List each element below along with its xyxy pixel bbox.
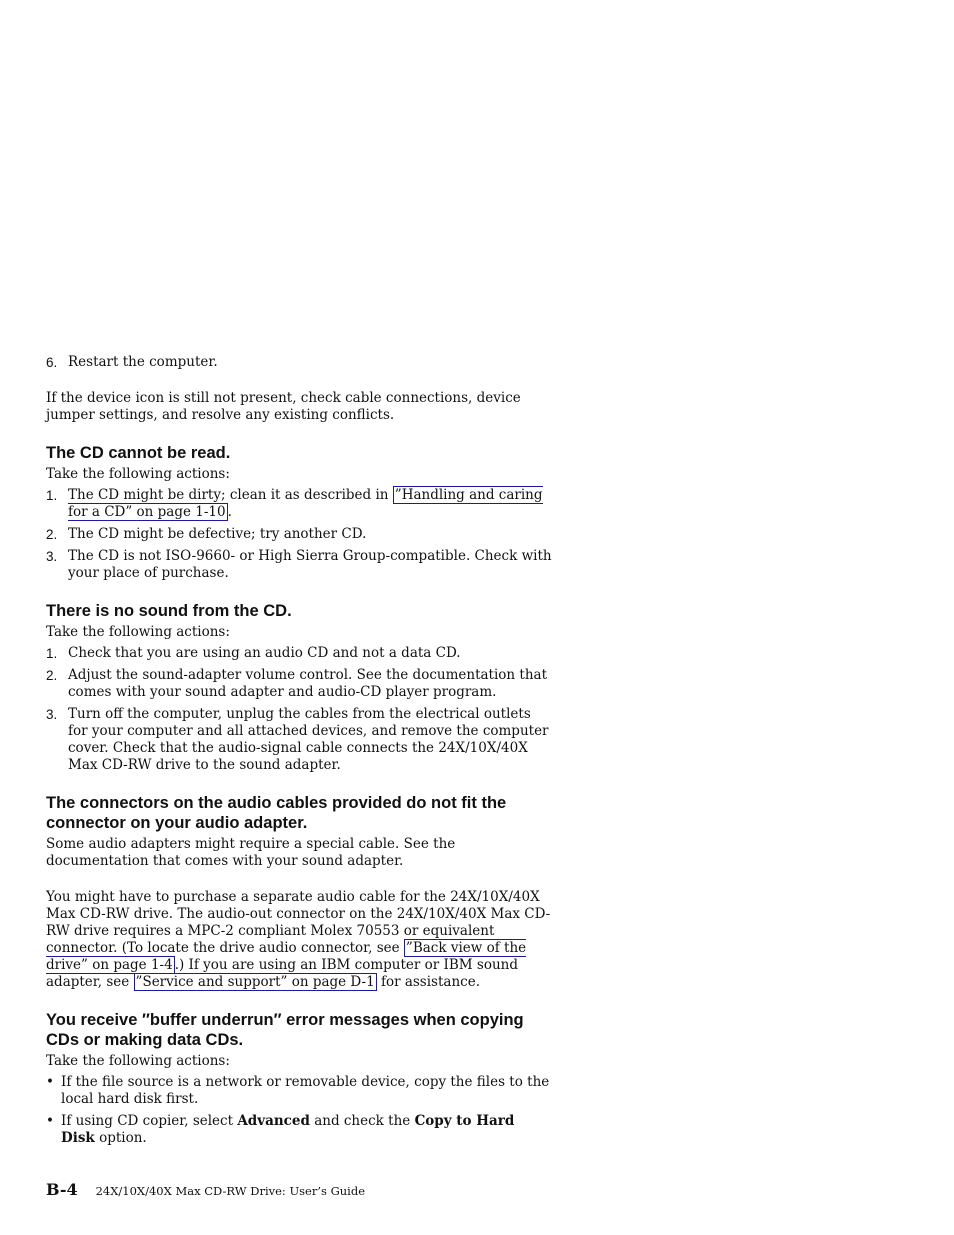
list-number: 3. [46, 549, 58, 564]
list-item-text: The CD might be defective; try another CD. [68, 526, 367, 542]
list-item [46, 1074, 552, 1108]
list-item-text: Adjust the sound-adapter volume control. See the documentation that comes with your sound adapter and audio-CD player program. [68, 667, 547, 700]
list-item-text: Check that you are using an audio CD and not a data CD. [68, 645, 461, 661]
list-number: 1. [46, 488, 58, 503]
step-list [46, 354, 552, 371]
list-item-text: Restart the computer. [68, 354, 218, 370]
section-lead: Take the following actions: [46, 466, 230, 482]
list-item [46, 526, 552, 543]
bullet-list [46, 1074, 552, 1147]
list-item [46, 1113, 552, 1147]
paragraph-text: for assistance. [376, 974, 480, 990]
section-heading-buffer-underrun: You receive ″buffer underrun″ error messages when copying CDs or making data CDs. [46, 1011, 524, 1049]
section-heading-cd-read: The CD cannot be read. [46, 444, 231, 462]
paragraph: Some audio adapters might require a special cable. See the documentation that comes with your sound adapter. [46, 836, 456, 869]
list-item-text: and check the [309, 1113, 415, 1129]
list-item-text: The CD is not ISO-9660- or High Sierra Group-compatible. Check with your place of purchase. [68, 548, 552, 581]
running-title: 24X/10X/40X Max CD-RW Drive: User’s Guide [95, 1184, 366, 1198]
section-heading-no-sound: There is no sound from the CD. [46, 602, 292, 620]
list-item-text: If the file source is a network or removable device, copy the files to the local hard disk first. [61, 1074, 550, 1107]
list-item [46, 548, 552, 582]
list-item [46, 354, 552, 371]
paragraph [46, 889, 552, 991]
ui-term-copy-to-hard-disk: Copy to Hard Disk [61, 1113, 515, 1146]
list-number: 2. [46, 668, 58, 683]
link-handling-caring[interactable]: ”Handling and caring for a CD” on page 1-10 [68, 487, 543, 520]
section-lead: Take the following actions: [46, 624, 230, 640]
list-item [46, 487, 552, 521]
section-heading-connectors: The connectors on the audio cables provided do not fit the connector on your audio adapter. [46, 794, 507, 832]
bullet-icon: • [46, 1074, 54, 1090]
link-back-view[interactable]: ”Back view of the drive” on page 1-4 [46, 940, 527, 973]
paragraph: If the device icon is still not present, check cable connections, device jumper settings, and resolve any existing conflicts. [46, 390, 521, 423]
ui-term-advanced: Advanced [237, 1113, 310, 1129]
list-item-text: . [227, 504, 232, 520]
paragraph-text: You might have to purchase a separate audio cable for the 24X/10X/40X Max CD-RW drive. The audio-out connector on the 24X/10X/40X Max CD-RW drive requires a MPC-2 compliant Molex 70553 or equivalent connector. (To locate the drive audio connector, see [46, 889, 551, 956]
list-item-text: If using CD copier, select [61, 1113, 238, 1129]
bullet-icon: • [46, 1113, 54, 1129]
list-number: 2. [46, 527, 58, 542]
page-footer [46, 1180, 365, 1199]
section-lead: Take the following actions: [46, 1053, 230, 1069]
list-item [46, 706, 552, 774]
list-item-text: option. [94, 1130, 147, 1146]
page-body [46, 350, 552, 1147]
list-item-text: Turn off the computer, unplug the cables from the electrical outlets for your computer and all attached devices, and remove the computer cover. Check that the audio-signal cable connects the 24X/10X/40X Max CD-RW drive to the sound adapter. [68, 706, 549, 773]
list-number: 1. [46, 646, 58, 661]
list-item [46, 645, 552, 662]
link-service-support[interactable]: ”Service and support” on page D-1 [135, 974, 375, 990]
page-number: B-4 [46, 1180, 78, 1199]
list-item-text: The CD might be dirty; clean it as described in [68, 487, 393, 503]
list-number: 3. [46, 707, 58, 722]
list-number: 6. [46, 355, 58, 370]
action-list [46, 645, 552, 774]
list-item [46, 667, 552, 701]
paragraph-text: .) If you are using an IBM computer or IBM sound adapter, see [46, 957, 518, 990]
action-list [46, 487, 552, 582]
